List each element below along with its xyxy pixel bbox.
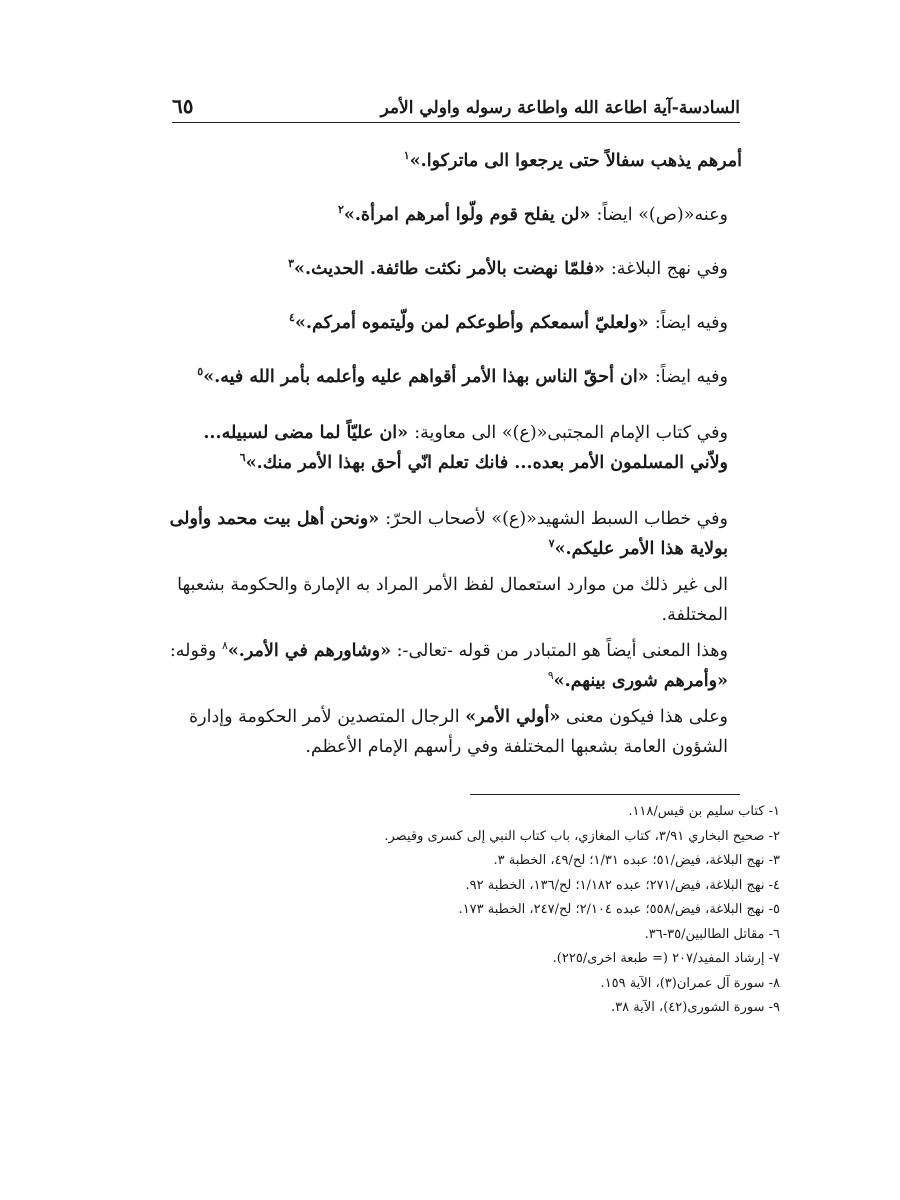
footnote-ref-9: ٩: [547, 669, 554, 683]
paragraph-4: [160, 308, 742, 338]
paragraph-1-text: أمرهم يذهب سفالاً حتى يرجعوا الى ماتركوا.»: [409, 151, 742, 171]
paragraph-10: [160, 702, 742, 762]
paragraph-7-lead: وفي خطاب السبط الشهيد«(ع)» لأصحاب الحرّ:: [385, 509, 728, 529]
footnote-9: ٩- سورة الشورى(٤٢)، الآية ٣٨.: [611, 1000, 780, 1015]
paragraph-3-quote: «فلمّا نهضت بالأمر نكثت طائفة. الحديث.»: [294, 259, 605, 279]
footnote-ref-2: ٢: [337, 203, 344, 217]
footnote-ref-6: ٦: [239, 451, 246, 465]
paragraph-6: [160, 418, 742, 478]
paragraph-2-lead: وعنه«(ص)» ايضاً:: [596, 205, 728, 225]
paragraph-10-quote: «أولي الأمر»: [465, 707, 561, 727]
paragraph-2-quote: «لن يفلح قوم ولّوا أمرهم امرأة.»: [343, 205, 591, 225]
footnote-1: ١- كتاب سليم بن قيس/١١٨.: [628, 804, 780, 819]
running-header: [172, 84, 740, 118]
paragraph-5-quote: «ان أحقّ الناس بهذا الأمر أقواهم عليه وأعلمه بأمر الله فيه.»: [203, 367, 649, 387]
paragraph-9-lead: وهذا المعنى أيضاً هو المتبادر من قوله -تعالى-:: [396, 641, 728, 661]
paragraph-5: [160, 362, 742, 392]
footnotes: [280, 800, 780, 1021]
footnote-ref-1: ١: [403, 149, 410, 163]
paragraph-7-quote: «ونحن أهل بيت محمد وأولى بولاية هذا الأمر عليكم.»: [169, 509, 728, 559]
paragraph-6-lead: وفي كتاب الإمام المجتبى«(ع)» الى معاوية:: [414, 423, 728, 443]
footnote-ref-3: ٣: [288, 257, 295, 271]
footnote-ref-7: ٧: [548, 537, 555, 551]
paragraph-5-lead: وفيه ايضاً:: [654, 367, 728, 387]
paragraph-7: [160, 504, 742, 564]
paragraph-6-quote: «ان عليّاً لما مضى لسبيله... ولاّني المسلمون الأمر بعده... فانك تعلم انّي أحق بهذا الأمر منك.»: [203, 423, 728, 473]
footnote-ref-8: ٨: [221, 639, 228, 653]
paragraph-9-mid: وقوله:: [169, 641, 217, 661]
paragraph-9-quote-2: «وأمرهم شورى بينهم.»: [553, 671, 728, 691]
running-title: السادسة-آية اطاعة الله واطاعة رسوله واولي الأمر: [380, 98, 740, 118]
paragraph-4-lead: وفيه ايضاً:: [654, 313, 728, 333]
footnote-6: ٦- مقاتل الطالبين/٣٥-٣٦.: [644, 926, 780, 942]
footnote-ref-4: ٤: [289, 311, 295, 325]
footnote-5: ٥- نهج البلاغة، فيض/٥٥٨؛ عبده ٢/١٠٤؛ لح/٢٤٧، الخطبة ١٧٣.: [458, 902, 780, 917]
paragraph-9-quote-1: «وشاورهم في الأمر.»: [227, 641, 392, 661]
paragraph-8-text: الى غير ذلك من موارد استعمال لفظ الأمر المراد به الإمارة والحكومة بشعبها المختلفة.: [177, 575, 728, 625]
footnote-3: ٣- نهج البلاغة، فيض/٥١؛ عبده ١/٣١؛ لح/٤٩، الخطبة ٣.: [493, 853, 780, 868]
footnote-ref-5: ٥: [197, 365, 204, 379]
footnote-7: ٧- إرشاد المفيد/٢٠٧ (= طبعة اخرى/٢٢٥).: [552, 951, 780, 966]
footnote-4: ٤- نهج البلاغة، فيض/٢٧١؛ عبده ١/١٨٢؛ لح/١٣٦، الخطبة ٩٢.: [465, 877, 780, 893]
paragraph-8: [160, 570, 742, 630]
paragraph-3: [160, 254, 742, 284]
paragraph-2: [160, 200, 742, 230]
paragraph-4-quote: «ولعليّ أسمعكم وأطوعكم لمن ولّيتموه أمركم.»: [294, 313, 649, 333]
paragraph-9: [160, 636, 742, 696]
paragraph-3-lead: وفي نهج البلاغة:: [610, 259, 728, 279]
footnote-2: ٢- صحيح البخاري ٣/٩١، كتاب المغازي، باب كتاب النبي إلى كسرى وقيصر.: [384, 828, 780, 844]
body-text: [160, 140, 742, 762]
header-rule: [172, 122, 740, 123]
paragraph-10-rest: الرجال المتصدين لأمر الحكومة وإدارة الشؤون العامة بشعبها المختلفة وفي رأسهم الإمام الأعظم.: [188, 707, 728, 757]
footnote-8: ٨- سورة آل عمران(٣)، الآية ١٥٩.: [600, 975, 780, 991]
paragraph-10-lead: وعلى هذا فيكون معنى: [565, 707, 728, 727]
paragraph-1: [160, 146, 742, 176]
page-number: ٦٥: [172, 94, 194, 118]
footnote-rule: [470, 794, 740, 795]
